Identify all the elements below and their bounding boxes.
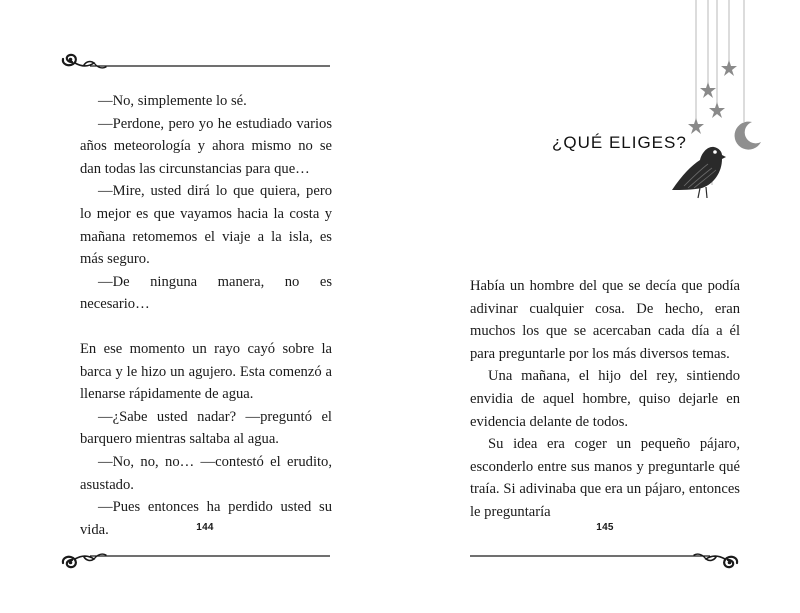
bird-icon xyxy=(672,147,726,198)
left-body-text xyxy=(80,90,332,541)
bottom-ornament-right xyxy=(468,548,740,570)
paragraph: —Mire, usted dirá lo que quiera, pero lo mejor es que vayamos hacia la costa y mañana retomemos el viaje a la isla, es más seguro. xyxy=(80,183,332,268)
right-page xyxy=(400,0,800,613)
page-number: 145 xyxy=(596,522,614,533)
paragraph: Una mañana, el hijo del rey, sintiendo envidia de aquel hombre, quiso dejarle en evidencia delante de todos. xyxy=(470,368,740,430)
paragraph: —¿Sabe usted nadar? —preguntó el barquero mientras saltaba al agua. xyxy=(80,408,332,448)
hanging-mobile-illustration xyxy=(662,0,772,210)
star-icon xyxy=(709,102,725,118)
paragraph: —Pues entonces ha perdido usted su vida. xyxy=(80,499,332,538)
star-icon xyxy=(700,82,716,98)
paragraph: Había un hombre del que se decía que podía adivinar cualquier cosa. De hecho, eran muchos los que se acercaban cada día a él para preguntarle por los más diversos temas. xyxy=(470,278,740,362)
paragraph: En ese momento un rayo cayó sobre la barca y le hizo un agujero. Esta comenzó a llenarse rápidamente de agua. xyxy=(80,340,332,403)
page-number: 144 xyxy=(196,522,214,533)
paragraph: —De ninguna manera, no es necesario… xyxy=(80,273,332,313)
moon-icon xyxy=(735,122,761,150)
chapter-title: ¿QUÉ ELIGES? xyxy=(552,133,687,152)
star-icon xyxy=(688,118,704,134)
star-icon xyxy=(721,60,737,76)
paragraph: —No, no, no… —contestó el erudito, asustado. xyxy=(80,453,332,493)
paragraph: Su idea era coger un pequeño pájaro, esconderlo entre sus manos y preguntarle qué traía. Si adivinaba que era un pájaro, entonces le preguntaría xyxy=(470,436,740,520)
right-body-text xyxy=(470,275,740,524)
paragraph: —Perdone, pero yo he estudiado varios años meteorología y ahora mismo no se dan todas las circunstancias para que… xyxy=(80,115,332,177)
top-ornament-left xyxy=(60,52,332,74)
bottom-ornament-left xyxy=(60,548,332,570)
paragraph: —No, simplemente lo sé. xyxy=(98,93,247,109)
